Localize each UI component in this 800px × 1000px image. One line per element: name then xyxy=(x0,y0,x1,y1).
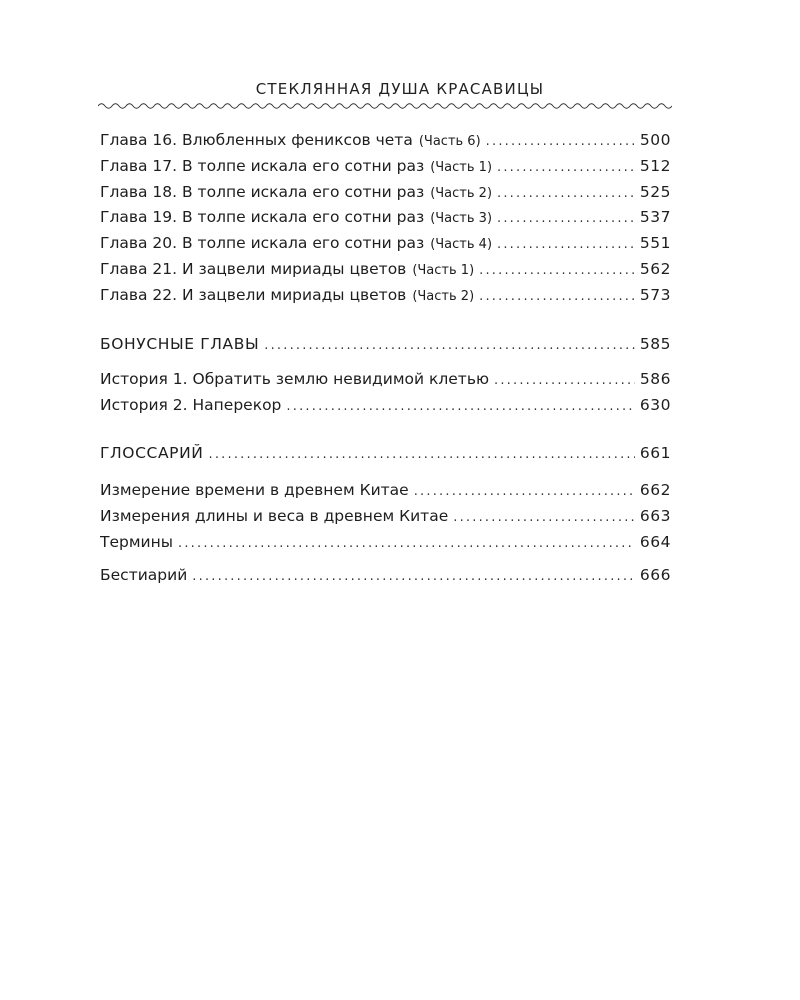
toc-row-story-2[interactable] xyxy=(100,396,671,422)
leader-dots xyxy=(286,399,635,414)
toc-entry-page: 537 xyxy=(639,208,671,227)
toc-row-chapter-16[interactable] xyxy=(100,131,671,157)
toc-entry-label: Глава 19. В толпе искала его сотни раз xyxy=(100,208,425,227)
toc-entry-label: Глава 16. Влюбленных фениксов чета xyxy=(100,131,413,149)
toc-entry-page: 562 xyxy=(639,259,671,278)
toc-entry-page: 512 xyxy=(639,156,671,175)
toc-entry-page: 585 xyxy=(639,335,671,353)
toc-entry-page: 662 xyxy=(639,481,671,499)
toc-entry-label: Глава 17. В толпе искала его сотни раз xyxy=(100,156,425,175)
toc-row-chapter-22[interactable] xyxy=(100,286,671,312)
section-heading: БОНУСНЫЕ ГЛАВЫ xyxy=(100,335,260,353)
toc-entry-page: 586 xyxy=(639,370,671,388)
toc-entry-page: 661 xyxy=(639,444,671,462)
toc-entry-label: История 1. Обратить землю невидимой клетью xyxy=(100,370,490,388)
glossary-section xyxy=(100,444,671,470)
toc-entry-page: 551 xyxy=(639,234,671,253)
bestiary-section xyxy=(100,566,671,592)
toc-entry-page: 573 xyxy=(639,285,671,304)
toc-entry-label: Измерения длины и веса в древнем Китае xyxy=(100,506,449,525)
toc-row-chapter-17[interactable] xyxy=(100,157,671,183)
bonus-list xyxy=(100,370,671,422)
toc-entry-page: 663 xyxy=(639,506,671,525)
toc-row-bonus-heading[interactable] xyxy=(100,335,671,361)
leader-dots xyxy=(497,211,635,226)
leader-dots xyxy=(497,160,635,175)
leader-dots xyxy=(497,186,635,201)
toc-entry-label: Глава 22. И зацвели мириады цветов xyxy=(100,285,407,304)
toc-entry-part: (Часть 2) xyxy=(412,288,475,304)
toc-row-bestiary[interactable] xyxy=(100,566,671,592)
toc-entry-part: (Часть 1) xyxy=(412,262,475,278)
bonus-section xyxy=(100,335,671,361)
running-header: СТЕКЛЯННАЯ ДУША КРАСАВИЦЫ xyxy=(255,80,545,98)
leader-dots xyxy=(486,134,635,149)
glossary-list xyxy=(100,481,671,558)
leader-dots xyxy=(497,237,635,252)
leader-dots xyxy=(479,289,635,304)
toc-row-chapter-18[interactable] xyxy=(100,183,671,209)
toc-entry-label: Глава 18. В толпе искала его сотни раз xyxy=(100,182,425,201)
chapters-list xyxy=(100,131,671,312)
toc-entry-label: Измерение времени в древнем Китае xyxy=(100,481,409,499)
toc-entry-page: 664 xyxy=(639,532,671,551)
toc-entry-part: (Часть 4) xyxy=(430,237,493,253)
section-heading: ГЛОССАРИЙ xyxy=(100,444,204,462)
toc-entry-label: Глава 20. В толпе искала его сотни раз xyxy=(100,234,425,253)
toc-row-terms[interactable] xyxy=(100,533,671,559)
toc-entry-page: 666 xyxy=(639,566,671,584)
leader-dots xyxy=(178,536,635,551)
toc-entry-page: 630 xyxy=(639,395,671,414)
toc-entry-page: 525 xyxy=(639,182,671,201)
toc-entry-part: (Часть 6) xyxy=(418,134,481,149)
leader-dots xyxy=(494,373,635,388)
toc-row-story-1[interactable] xyxy=(100,370,671,396)
toc-row-time-measurement[interactable] xyxy=(100,481,671,507)
toc-entry-label: Глава 21. И зацвели мириады цветов xyxy=(100,259,407,278)
toc-row-chapter-19[interactable] xyxy=(100,208,671,234)
toc-entry-part: (Часть 3) xyxy=(430,211,493,227)
toc-row-glossary-heading[interactable] xyxy=(100,444,671,470)
toc-entry-label: История 2. Наперекор xyxy=(100,395,282,414)
toc-entry-part: (Часть 2) xyxy=(430,185,493,201)
leader-dots xyxy=(264,338,635,353)
leader-dots xyxy=(209,447,635,462)
toc-row-length-weight[interactable] xyxy=(100,507,671,533)
toc-row-chapter-21[interactable] xyxy=(100,260,671,286)
leader-dots xyxy=(479,263,635,278)
toc-entry-label: Термины xyxy=(100,532,173,551)
toc-entry-part: (Часть 1) xyxy=(430,159,493,175)
toc-row-chapter-20[interactable] xyxy=(100,234,671,260)
ornamental-divider xyxy=(98,100,672,112)
leader-dots xyxy=(414,484,635,499)
leader-dots xyxy=(192,569,635,584)
toc-entry-page: 500 xyxy=(639,131,671,149)
leader-dots xyxy=(453,510,635,525)
toc-entry-label: Бестиарий xyxy=(100,566,188,584)
